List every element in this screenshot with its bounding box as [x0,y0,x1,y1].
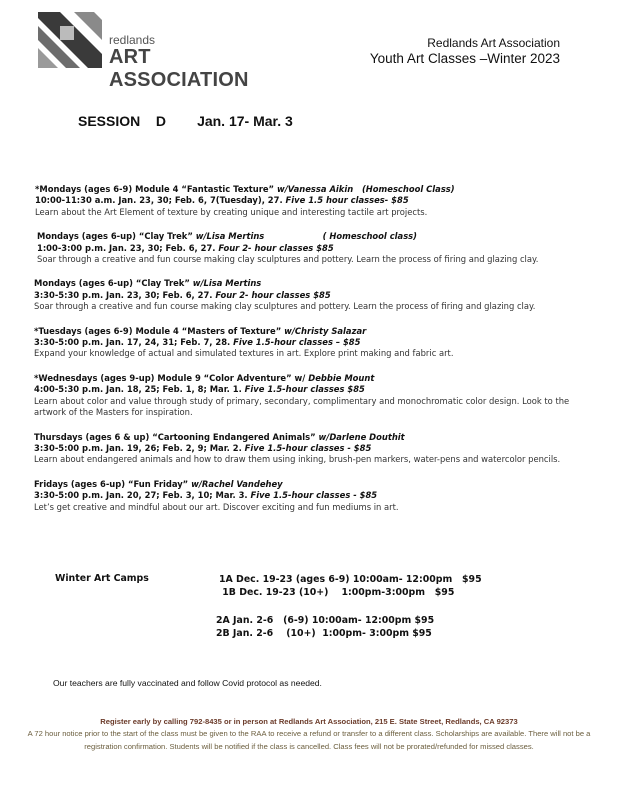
course-schedule [34,290,588,301]
course-description: Soar through a creative and fun course making clay sculptures and pottery. Learn the process of firing and glazing clay. [37,254,539,265]
page-subtitle: Youth Art Classes –Winter 2023 [369,51,560,66]
course-name: *Wednesdays (ages 9-up) Module 9 “Color Adventure” w/ [34,372,309,383]
course-item [0,184,618,218]
schedule-fee: Four 2- hour classes $85 [215,289,331,300]
schedule-fee: Five 1.5 hour classes- $85 [285,195,409,206]
logo-big-text: ART ASSOCIATION [109,46,249,91]
footer [20,716,598,753]
course-title [34,479,588,490]
course-teacher: w/Christy Salazar [284,325,367,336]
course-item [0,231,618,265]
course-item [0,432,618,466]
camp-line: 2B Jan. 2-6 (10+) 1:00pm- 3:00pm $95 [216,628,432,639]
camps-group-2 [216,614,434,640]
course-title [34,432,588,443]
schedule-dates: 3:30-5:00 p.m. Jan. 17, 24, 31; Feb. 7, 28. [34,337,234,348]
course-description: Learn about color and value through study of primary, secondary, complimentary and monochromatic color design. Look to the artwork of the Masters for inspiration. [34,395,570,418]
course-item [0,479,618,513]
camp-line: 1A Dec. 19-23 (ages 6-9) 10:00am- 12:00pm $95 [219,574,482,585]
course-teacher: w/Lisa Mertins [195,231,265,242]
course-schedule [34,490,588,501]
camp-line: 1B Dec. 19-23 (10+) 1:00pm-3:00pm $95 [219,587,455,598]
schedule-dates: 3:30-5:00 p.m. Jan. 20, 27; Feb. 3, 10; Mar. 3. [34,490,251,501]
course-name: Mondays (ages 6-up) “Clay Trek” [34,278,193,289]
course-name: Fridays (ages 6-up) “Fun Friday” [34,478,192,489]
session-label: SESSION [78,113,141,129]
session-heading [78,113,293,129]
course-description: Expand your knowledge of actual and simulated textures in art. Explore print making and fabric art. [34,348,454,359]
schedule-dates: 3:30-5:30 p.m. Jan. 23, 30; Feb. 6, 27. [34,289,216,300]
course-item [0,326,618,360]
course-teacher: w/Vanessa Aikin [276,184,354,194]
schedule-fee: Five 1.5-hour classes - $85 [244,442,372,453]
course-schedule [35,195,588,206]
course-title [35,184,588,195]
course-teacher: w/Darlene Douthit [318,431,405,442]
org-name: Redlands Art Association [427,36,560,50]
course-item [0,278,618,312]
logo-small-text: redlands [109,33,156,47]
course-description: Let’s get creative and mindful about our art. Discover exciting and fun mediums in art. [34,501,399,512]
schedule-dates: 4:00-5:30 p.m. Jan. 18, 25; Feb. 1, 8; Mar. 1. [34,384,245,395]
course-name: Thursdays (ages 6 & up) “Cartooning Endangered Animals” [34,431,319,442]
camps-label: Winter Art Camps [55,573,149,584]
logo [38,12,258,91]
course-name: Mondays (ages 6-up) “Clay Trek” [37,231,196,242]
course-description: Learn about the Art Element of texture by creating unique and interesting tactile art projects. [35,206,428,217]
camp-line: 2A Jan. 2-6 (6-9) 10:00am- 12:00pm $95 [216,615,435,626]
session-letter: D [155,113,166,129]
course-title [37,231,588,242]
course-title [34,326,588,337]
header-right [370,36,560,66]
logo-mark-icon [38,12,102,68]
schedule-fee: Four 2- hour classes $85 [218,242,334,253]
course-title [34,373,588,384]
schedule-dates: 10:00-11:30 a.m. Jan. 23, 30; Feb. 6, 7(Tuesday), 27. [35,195,286,206]
course-tag: ( Homeschool class) [264,231,417,242]
course-list [0,184,618,526]
schedule-fee: Five 1.5-hour classes – $85 [233,337,361,348]
schedule-dates: 1:00-3:00 p.m. Jan. 23, 30; Feb. 6, 27. [37,242,219,253]
course-item [0,373,618,419]
course-teacher: w/Lisa Mertins [192,278,262,289]
schedule-fee: Five 1.5-hour classes - $85 [250,490,378,501]
course-description: Learn about endangered animals and how to draw them using inking, brush-pen markers, water-pens and watercolor pencils. [34,454,561,465]
policy-text: A 72 hour notice prior to the start of the class must be given to the RAA to receive a refund or transfer to a different class. Scholarships are available. There will not be a registration confirmation. Students will be notified if the class is cancelled. Class fees will not be prorated/refunded for missed classes. [27,729,591,751]
course-schedule [37,243,588,254]
course-tag: (Homeschool Class) [353,184,455,194]
course-schedule [34,443,588,454]
course-schedule [34,337,588,348]
schedule-dates: 3:30-5:00 p.m. Jan. 19, 26; Feb. 2, 9; Mar. 2. [34,442,245,453]
covid-note: Our teachers are fully vaccinated and follow Covid protocol as needed. [53,678,322,688]
schedule-fee: Five 1.5-hour classes $85 [244,384,365,395]
course-description: Soar through a creative and fun course making clay sculptures and pottery. Learn the process of firing and glazing clay. [34,301,536,312]
session-dates: Jan. 17- Mar. 3 [197,113,293,129]
camps-group-1 [219,573,482,599]
course-schedule [34,384,588,395]
course-name: *Tuesdays (ages 6-9) Module 4 “Masters of Texture” [34,325,285,336]
course-teacher: Debbie Mount [308,372,375,383]
course-name: *Mondays (ages 6-9) Module 4 “Fantastic Texture” [35,184,277,194]
register-info: Register early by calling 792-8435 or in person at Redlands Art Association, 215 E. State Street, Redlands, CA 92373 [100,717,518,726]
course-teacher: w/Rachel Vandehey [191,478,283,489]
course-title [34,278,588,289]
